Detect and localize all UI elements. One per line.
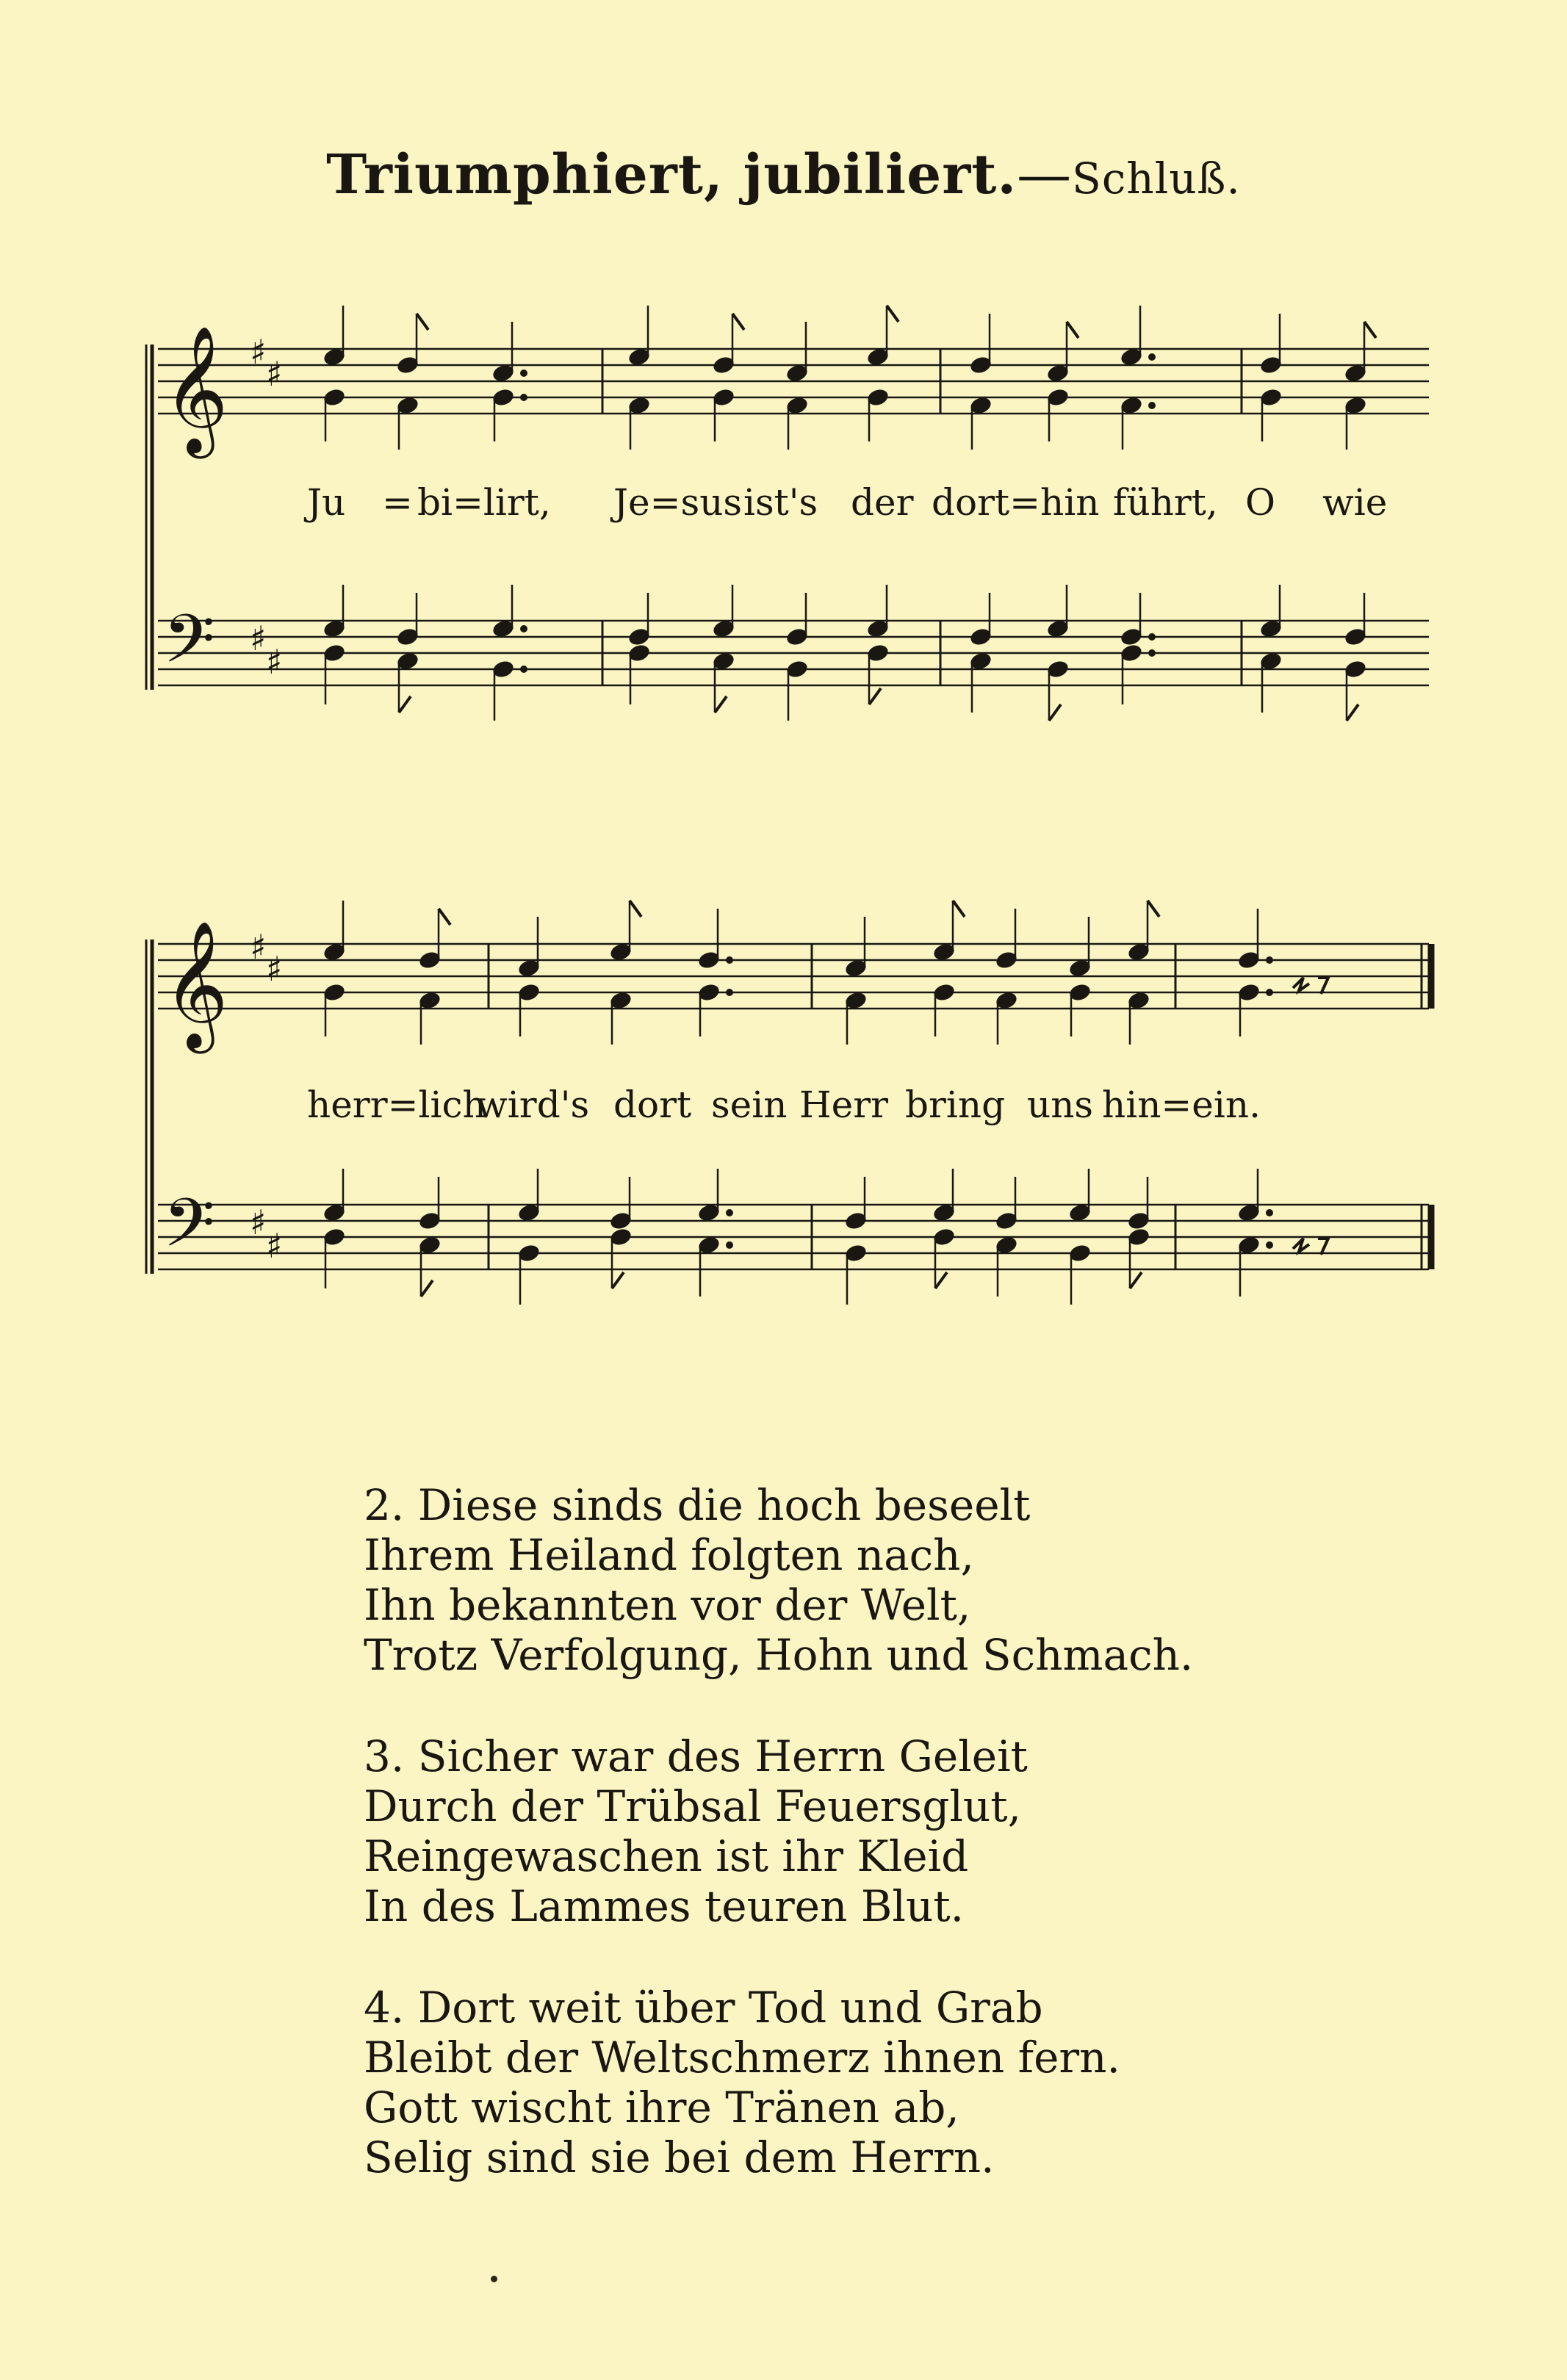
paper-speck bbox=[491, 2276, 497, 2282]
note-flag bbox=[439, 909, 450, 925]
verse-line: Selig sind sie bei dem Herrn. bbox=[364, 2132, 995, 2182]
lyric-syllable: herr=lich bbox=[307, 1083, 486, 1126]
verse-line: Reingewaschen ist ihr Kleid bbox=[364, 1831, 969, 1881]
verse-line: 4. Dort weit über Tod und Grab bbox=[364, 1983, 1043, 2033]
treble-clef: 𝄞 bbox=[163, 325, 228, 453]
augmentation-dot bbox=[520, 369, 527, 377]
sharp-sign: ♯ bbox=[266, 949, 283, 989]
note-flag bbox=[887, 306, 898, 322]
lyric-syllable: bring bbox=[905, 1083, 1006, 1126]
note-flag bbox=[1148, 901, 1159, 917]
lyric-syllable: dort bbox=[613, 1083, 692, 1126]
rest-sign bbox=[1293, 1238, 1309, 1252]
lyric-syllable: dort=hin bbox=[932, 481, 1100, 524]
augmentation-dot bbox=[520, 394, 527, 401]
rest-sign bbox=[1318, 1238, 1328, 1255]
lyric-syllable: hin=ein. bbox=[1102, 1083, 1261, 1126]
note-flag bbox=[1067, 322, 1078, 338]
title-main: Triumphiert, jubiliert. bbox=[326, 143, 1017, 206]
lyric-syllable: Je=sus bbox=[613, 481, 743, 524]
augmentation-dot bbox=[520, 666, 527, 673]
verses bbox=[364, 1480, 1193, 2234]
treble-clef: 𝄞 bbox=[163, 920, 228, 1048]
note-flag bbox=[715, 696, 727, 713]
augmentation-dot bbox=[726, 1241, 733, 1249]
lyric-syllable: der bbox=[851, 481, 914, 524]
lyric-syllable: bi=lirt, bbox=[417, 481, 551, 524]
note-flag bbox=[953, 901, 965, 917]
note-flag bbox=[869, 688, 881, 704]
note-flag bbox=[630, 901, 641, 917]
lyric-syllable: O bbox=[1245, 481, 1275, 524]
sharp-sign: ♯ bbox=[266, 642, 283, 682]
augmentation-dot bbox=[1148, 649, 1156, 657]
note-flag bbox=[612, 1272, 624, 1288]
bass-clef: 𝄢 bbox=[163, 1184, 215, 1278]
lyric-syllable: uns bbox=[1027, 1083, 1094, 1126]
verse-line: Ihn bekannten vor der Welt, bbox=[364, 1580, 971, 1630]
note-flag bbox=[732, 314, 744, 330]
verse-line: In des Lammes teuren Blut. bbox=[364, 1881, 965, 1931]
lyric-syllable: wird's bbox=[476, 1083, 590, 1126]
augmentation-dot bbox=[1266, 1209, 1273, 1216]
verse-line: 2. Diese sinds die hoch beseelt bbox=[364, 1480, 1031, 1530]
verse-line: Trotz Verfolgung, Hohn und Schmach. bbox=[364, 1630, 1194, 1680]
lyric-hyphen: = bbox=[382, 481, 413, 524]
augmentation-dot bbox=[1266, 989, 1273, 996]
title-dash: — bbox=[1017, 143, 1073, 206]
sharp-sign: ♯ bbox=[250, 332, 267, 372]
verse-line: Bleibt der Weltschmerz ihnen fern. bbox=[364, 2033, 1120, 2082]
note-flag bbox=[417, 314, 428, 330]
verse-line: Durch der Trübsal Feuersglut, bbox=[364, 1781, 1022, 1831]
note-flag bbox=[1347, 704, 1358, 721]
bass-clef: 𝄢 bbox=[163, 600, 215, 694]
sharp-sign: ♯ bbox=[266, 1226, 283, 1266]
augmentation-dot bbox=[1148, 633, 1156, 641]
rest-sign bbox=[1318, 978, 1328, 994]
augmentation-dot bbox=[1148, 402, 1156, 409]
augmentation-dot bbox=[726, 956, 733, 964]
verse-line: 3. Sicher war des Herrn Geleit bbox=[364, 1731, 1028, 1781]
note-flag bbox=[421, 1280, 433, 1297]
note-flag bbox=[1049, 704, 1061, 721]
augmentation-dot bbox=[1266, 1241, 1273, 1249]
note-flag bbox=[1130, 1272, 1142, 1288]
title-subtitle: Schluß. bbox=[1072, 154, 1241, 203]
lyric-syllable: wie bbox=[1322, 481, 1388, 524]
augmentation-dot bbox=[1148, 353, 1156, 361]
verse-2 bbox=[364, 1480, 1193, 1680]
verse-3 bbox=[364, 1731, 1193, 1931]
sharp-sign: ♯ bbox=[250, 927, 267, 967]
verse-4 bbox=[364, 1983, 1193, 2182]
note-flag bbox=[935, 1272, 947, 1288]
verse-line: Gott wischt ihre Tränen ab, bbox=[364, 2082, 959, 2132]
note-flag bbox=[1364, 322, 1376, 338]
lyric-syllable: Ju bbox=[307, 481, 346, 524]
augmentation-dot bbox=[1266, 956, 1273, 964]
rest-sign bbox=[1293, 978, 1309, 991]
lyric-syllable: sein bbox=[711, 1083, 788, 1126]
augmentation-dot bbox=[726, 1209, 733, 1216]
sharp-sign: ♯ bbox=[250, 619, 267, 658]
sharp-sign: ♯ bbox=[266, 354, 283, 394]
sharp-sign: ♯ bbox=[250, 1202, 267, 1242]
lyric-syllable: führt, bbox=[1113, 481, 1218, 524]
augmentation-dot bbox=[726, 989, 733, 996]
verse-line: Ihrem Heiland folgten nach, bbox=[364, 1530, 974, 1580]
augmentation-dot bbox=[520, 625, 527, 632]
lyric-syllable: ist's bbox=[743, 481, 818, 524]
lyric-syllable: Herr bbox=[799, 1083, 888, 1126]
note-flag bbox=[399, 696, 411, 713]
